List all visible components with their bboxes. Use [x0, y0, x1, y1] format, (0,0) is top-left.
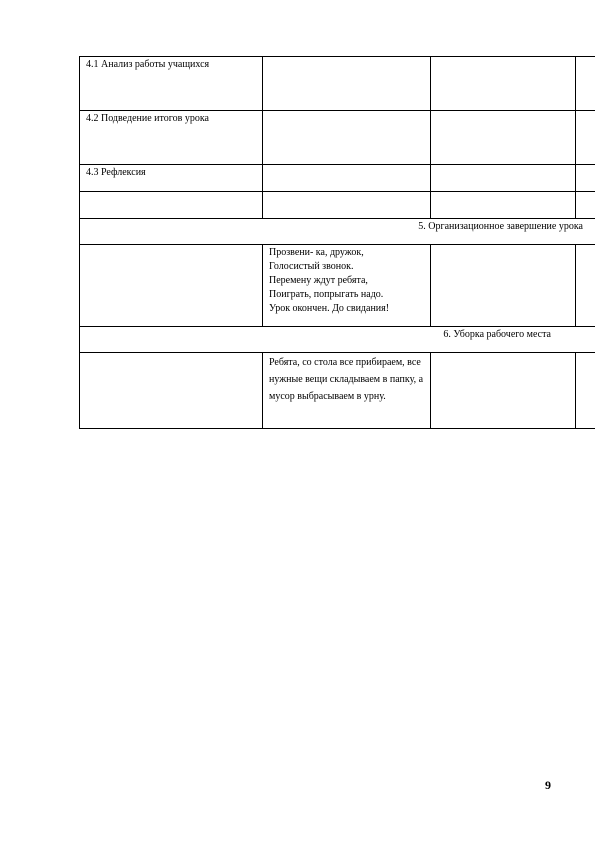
empty-cell — [80, 353, 263, 429]
empty-cell — [431, 57, 576, 111]
table-row-empty — [80, 192, 595, 219]
empty-cell — [431, 192, 576, 219]
poem-line: Перемену ждут ребята, — [269, 275, 368, 286]
section-title-6: 6. Уборка рабочего места — [443, 329, 551, 340]
stage-label-analysis: 4.1 Анализ работы учащихся — [86, 59, 210, 70]
table-row-cleanup — [80, 353, 595, 429]
section-heading-cell — [80, 327, 595, 353]
farewell-poem-cell — [263, 245, 431, 327]
empty-cell — [263, 192, 431, 219]
empty-cell — [576, 245, 595, 327]
cleanup-instruction-text: Ребята, со стола все прибираем, все нужные вещи складываем в папку, а мусор выбрасываем в урну. — [269, 357, 424, 402]
empty-cell — [431, 245, 576, 327]
poem-line: Поиграть, попрыгать надо. — [269, 289, 384, 300]
table-row-section-6 — [80, 327, 595, 353]
lesson-plan-table — [79, 56, 595, 429]
stage-label-reflection: 4.3 Рефлексия — [86, 167, 146, 178]
section-heading-cell — [80, 219, 595, 245]
poem-line: Голосистый звонок. — [269, 261, 354, 272]
table-row-farewell — [80, 245, 595, 327]
empty-cell — [576, 165, 595, 192]
empty-cell — [263, 57, 431, 111]
table-row-analysis — [80, 57, 595, 111]
stage-label-summary: 4.2 Подведение итогов урока — [86, 113, 209, 124]
stage-cell — [80, 57, 263, 111]
table-row-section-5 — [80, 219, 595, 245]
empty-cell — [263, 165, 431, 192]
cleanup-instruction-cell — [263, 353, 431, 429]
empty-cell — [431, 165, 576, 192]
poem-line: Урок окончен. До свидания! — [269, 303, 390, 314]
empty-cell — [576, 111, 595, 165]
section-title-5: 5. Организационное завершение урока — [418, 221, 583, 232]
empty-cell — [576, 353, 595, 429]
stage-cell — [80, 165, 263, 192]
empty-cell — [80, 192, 263, 219]
empty-cell — [431, 111, 576, 165]
table-row-summary — [80, 111, 595, 165]
empty-cell — [263, 111, 431, 165]
empty-cell — [576, 192, 595, 219]
empty-cell — [576, 57, 595, 111]
poem-line: Прозвени- ка, дружок, — [269, 247, 364, 258]
stage-cell — [80, 111, 263, 165]
empty-cell — [431, 353, 576, 429]
table-row-reflection — [80, 165, 595, 192]
page-number: 9 — [545, 778, 551, 792]
empty-cell — [80, 245, 263, 327]
